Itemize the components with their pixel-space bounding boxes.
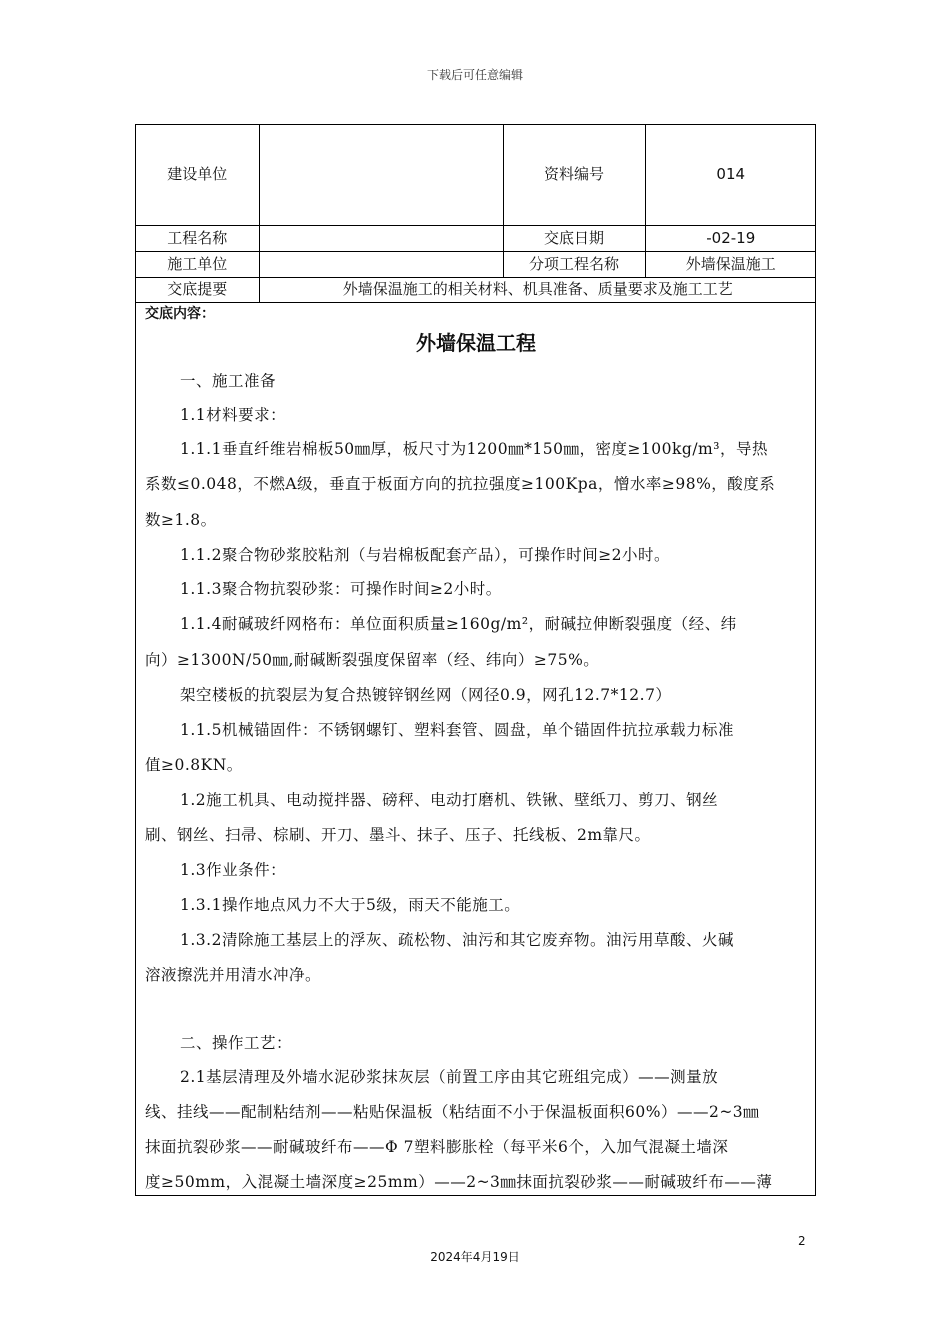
paragraph-line: 1.1.5机械锚固件：不锈钢螺钉、塑料套管、圆盘，单个锚固件抗拉承载力标准 bbox=[180, 721, 734, 739]
info-table bbox=[136, 125, 816, 303]
section-heading: 一、施工准备 bbox=[180, 372, 277, 390]
content-label: 交底内容： bbox=[145, 306, 215, 322]
doc-no-value: 014 bbox=[645, 125, 816, 225]
unit-value bbox=[259, 125, 503, 225]
paragraph-line: 溶液擦洗并用清水冲净。 bbox=[145, 966, 322, 984]
paragraph-line: 1.1.4耐碱玻纤网格布：单位面积质量≥160g/m²，耐碱拉伸断裂强度（经、纬 bbox=[180, 615, 737, 633]
subproject-label: 分项工程名称 bbox=[503, 251, 645, 277]
paragraph-line: 系数≤0.048，不燃A级，垂直于板面方向的抗拉强度≥100Kpa，憎水率≥98%，酸度系 bbox=[145, 475, 776, 493]
paragraph-line: 1.1.3聚合物抗裂砂浆：可操作时间≥2小时。 bbox=[180, 580, 502, 598]
doc-no-label: 资料编号 bbox=[503, 125, 645, 225]
contractor-value bbox=[259, 251, 503, 277]
contractor-label: 施工单位 bbox=[136, 251, 259, 277]
paragraph-line: 1.3作业条件： bbox=[180, 861, 287, 879]
section-heading: 二、操作工艺： bbox=[180, 1034, 293, 1052]
paragraph-line: 线、挂线——配制粘结剂——粘贴保温板（粘结面不小于保温板面积60%）——2~3㎜ bbox=[145, 1103, 760, 1121]
paragraph-line: 数≥1.8。 bbox=[145, 511, 217, 529]
paragraph-line: 1.1材料要求： bbox=[180, 406, 287, 424]
subproject-value: 外墙保温施工 bbox=[645, 251, 816, 277]
date-value: -02-19 bbox=[645, 225, 816, 251]
footer-date: 2024年4月19日 bbox=[430, 1250, 520, 1264]
paragraph-line: 1.3.2清除施工基层上的浮灰、疏松物、油污和其它废弃物。油污用草酸、火碱 bbox=[180, 931, 734, 949]
summary-label: 交底提要 bbox=[136, 277, 259, 302]
paragraph-line: 1.1.1垂直纤维岩棉板50㎜厚，板尺寸为1200㎜*150㎜，密度≥100kg/m³，导热 bbox=[180, 440, 768, 458]
paragraph-line: 抹面抗裂砂浆——耐碱玻纤布——Φ 7塑料膨胀栓（每平米6个，入加气混凝土墙深 bbox=[145, 1138, 729, 1156]
project-label: 工程名称 bbox=[136, 225, 259, 251]
date-label: 交底日期 bbox=[503, 225, 645, 251]
paragraph-line: 向）≥1300N/50㎜,耐碱断裂强度保留率（经、纬向）≥75%。 bbox=[145, 651, 600, 669]
paragraph-line: 1.2施工机具、电动搅拌器、磅秤、电动打磨机、铁锹、壁纸刀、剪刀、钢丝 bbox=[180, 791, 719, 809]
paragraph-line: 1.1.2聚合物砂浆胶粘剂（与岩棉板配套产品），可操作时间≥2小时。 bbox=[180, 546, 671, 564]
content-title: 外墙保温工程 bbox=[416, 331, 536, 355]
paragraph-line: 值≥0.8KN。 bbox=[145, 756, 243, 774]
header-note: 下载后可任意编辑 bbox=[426, 68, 523, 82]
paragraph-line: 1.3.1操作地点风力不大于5级，雨天不能施工。 bbox=[180, 896, 521, 914]
paragraph-line: 度≥50mm，入混凝土墙深度≥25mm）——2~3㎜抹面抗裂砂浆——耐碱玻纤布——薄 bbox=[145, 1173, 773, 1191]
paragraph-line: 刷、钢丝、扫帚、棕刷、开刀、墨斗、抹子、压子、托线板、2m靠尺。 bbox=[145, 826, 651, 844]
paragraph-line: 架空楼板的抗裂层为复合热镀锌钢丝网（网径0.9，网孔12.7*12.7） bbox=[180, 686, 672, 704]
paragraph-line: 2.1基层清理及外墙水泥砂浆抹灰层（前置工序由其它班组完成）——测量放 bbox=[180, 1068, 719, 1086]
unit-label: 建设单位 bbox=[136, 125, 259, 225]
summary-value: 外墙保温施工的相关材料、机具准备、质量要求及施工工艺 bbox=[259, 277, 816, 302]
project-value bbox=[259, 225, 503, 251]
disclosure-form bbox=[135, 124, 816, 1196]
page-number: 2 bbox=[798, 1234, 806, 1248]
